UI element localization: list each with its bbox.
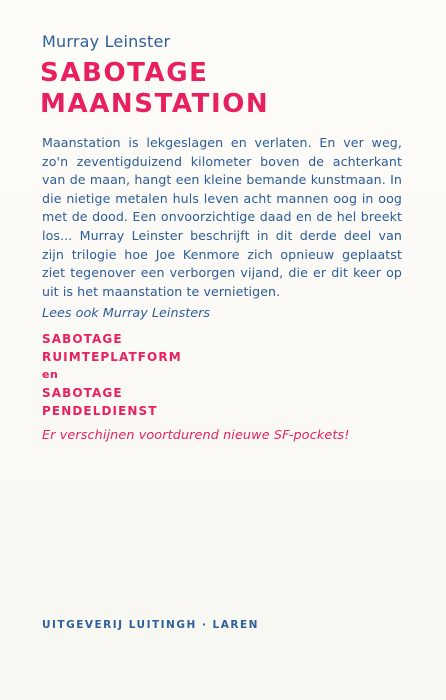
new-pockets-notice: Er verschijnen voortdurend nieuwe SF-pockets!	[42, 428, 350, 443]
other-titles-list	[42, 330, 182, 420]
other-title-item: SABOTAGE	[42, 332, 123, 346]
other-title-item: SABOTAGE	[42, 386, 123, 400]
book-title-line-1: SABOTAGE	[40, 58, 209, 88]
author-name: Murray Leinster	[42, 32, 171, 51]
other-title-item: PENDELDIENST	[42, 404, 158, 418]
other-title-conjunction: en	[42, 368, 59, 381]
see-also-heading: Lees ook Murray Leinsters	[42, 306, 211, 321]
other-title-item: RUIMTEPLATFORM	[42, 350, 182, 364]
publisher-imprint: UITGEVERIJ LUITINGH · LAREN	[42, 619, 259, 631]
book-title-line-2: MAANSTATION	[40, 89, 270, 119]
book-title	[40, 58, 269, 120]
blurb-text: Maanstation is lekgeslagen en verlaten. En ver weg, zo'n zeventigduizend kilometer boven de achterkant van de maan, hangt een kleine bemande kunstmaan. In die nietige metalen huls leven acht mannen oog in oog met de dood. Een onvoorzichtige daad en de hel breekt los... Murray Leinster beschrijft in dit derde deel van zijn trilogie hoe Joe Kenmore zich opnieuw geplaatst ziet tegenover een verborgen vijand, die er dit keer op uit is het maanstation te vernietigen.	[42, 135, 402, 299]
